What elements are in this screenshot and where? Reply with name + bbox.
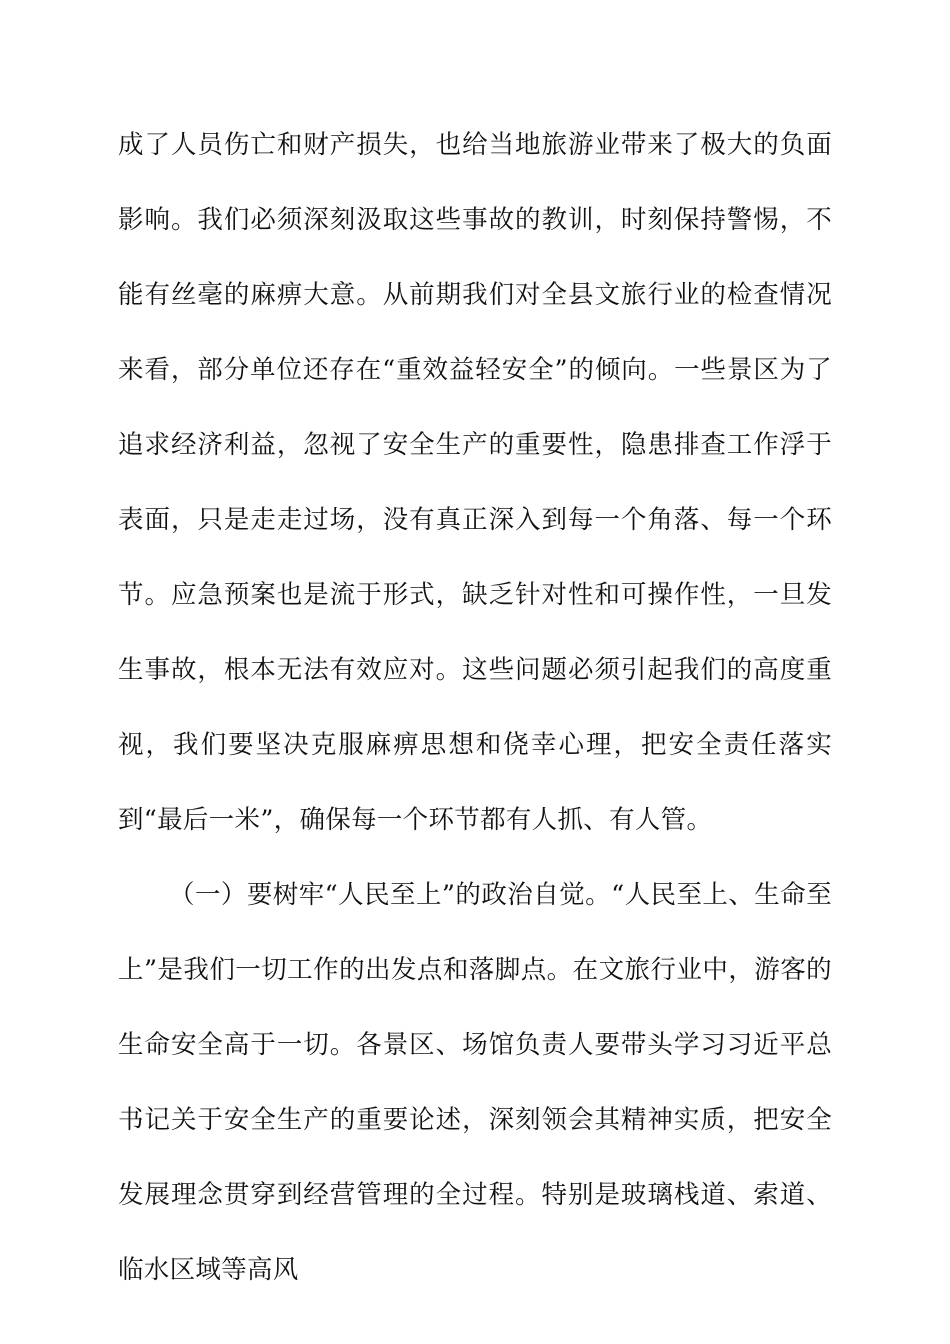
paragraph-2: （一）要树牢“人民至上”的政治自觉。“人民至上、生命至上”是我们一切工作的出发点和落脚点。在文旅行业中，游客的生命安全高于一切。各景区、场馆负责人要带头学习习近平总书记关于安全生产的重要论述，深刻领会其精神实质，把安全发展理念贯穿到经营管理的全过程。特别是玻璃栈道、索道、临水区域等高风 [118,880,832,1285]
paragraph-1: 成了人员伤亡和财产损失，也给当地旅游业带来了极大的负面影响。我们必须深刻汲取这些事故的教训，时刻保持警惕，不能有丝毫的麻痹大意。从前期我们对全县文旅行业的检查情况来看，部分单位还存在“重效益轻安全”的倾向。一些景区为了追求经济利益，忽视了安全生产的重要性，隐患排查工作浮于表面，只是走走过场，没有真正深入到每一个角落、每一个环节。应急预案也是流于形式，缺乏针对性和可操作性，一旦发生事故，根本无法有效应对。这些问题必须引起我们的高度重视，我们要坚决克服麻痹思想和侥幸心理，把安全责任落实到“最后一米”，确保每一个环节都有人抓、有人管。 [118,130,832,835]
document-body [118,108,832,1308]
